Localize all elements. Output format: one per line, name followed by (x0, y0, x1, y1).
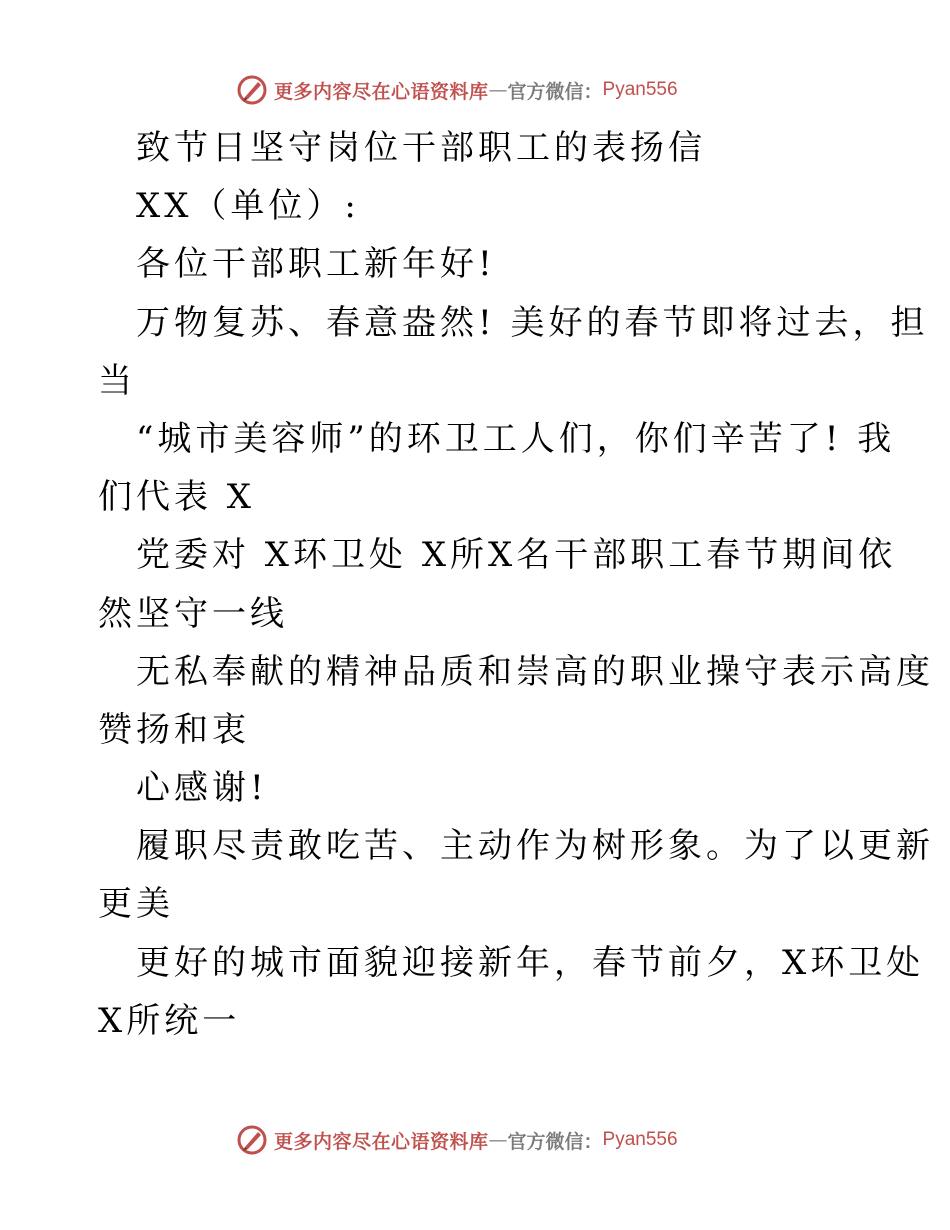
watermark-separator: — (488, 1129, 508, 1151)
document-title: 致节日坚守岗位干部职工的表扬信 (136, 128, 706, 168)
paragraph-line: 履职尽责敢吃苦、主动作为树形象。为了以更新 (136, 826, 934, 867)
watermark-wechat-id: Pyan556 (602, 79, 678, 100)
paragraph-line: 更美 (98, 884, 174, 925)
paragraph-line: 们代表 X (98, 477, 256, 518)
watermark-official-label: 官方微信： (507, 80, 603, 103)
watermark-separator: — (488, 79, 508, 101)
paragraph-line: 万物复苏、春意盎然! 美好的春节即将过去，担 (136, 302, 929, 343)
watermark-brand-text: 更多内容尽在心语资料库 (274, 1130, 489, 1153)
watermark-wechat-id: Pyan556 (602, 1129, 678, 1150)
watermark-official-label: 官方微信： (507, 1130, 603, 1153)
watermark-brand-text: 更多内容尽在心语资料库 (274, 80, 489, 103)
paragraph-line: 党委对 X环卫处 X所X名干部职工春节期间依 (136, 535, 897, 576)
document-body (98, 119, 934, 1050)
paragraph-line: 当 (98, 360, 136, 401)
paragraph-line: 更好的城市面貌迎接新年，春节前夕，X环卫处 (136, 942, 925, 983)
quill-pen-logo-icon (236, 1124, 268, 1156)
quill-pen-logo-icon (236, 74, 268, 106)
header-watermark (236, 72, 716, 108)
paragraph-line: 然坚守一线 (98, 593, 288, 634)
paragraph-line: “城市美容师”的环卫工人们，你们辛苦了! 我 (136, 418, 896, 459)
paragraph-line: 赞扬和衷 (98, 709, 250, 750)
footer-watermark (236, 1122, 716, 1158)
paragraph-line: 无私奉献的精神品质和崇高的职业操守表示高度 (136, 651, 934, 692)
paragraph-line: 心感谢! (136, 768, 268, 809)
paragraph-line: 各位干部职工新年好! (136, 244, 496, 285)
paragraph-line: X所统一 (98, 1000, 241, 1041)
salutation-line: XX（单位）: (136, 186, 360, 227)
